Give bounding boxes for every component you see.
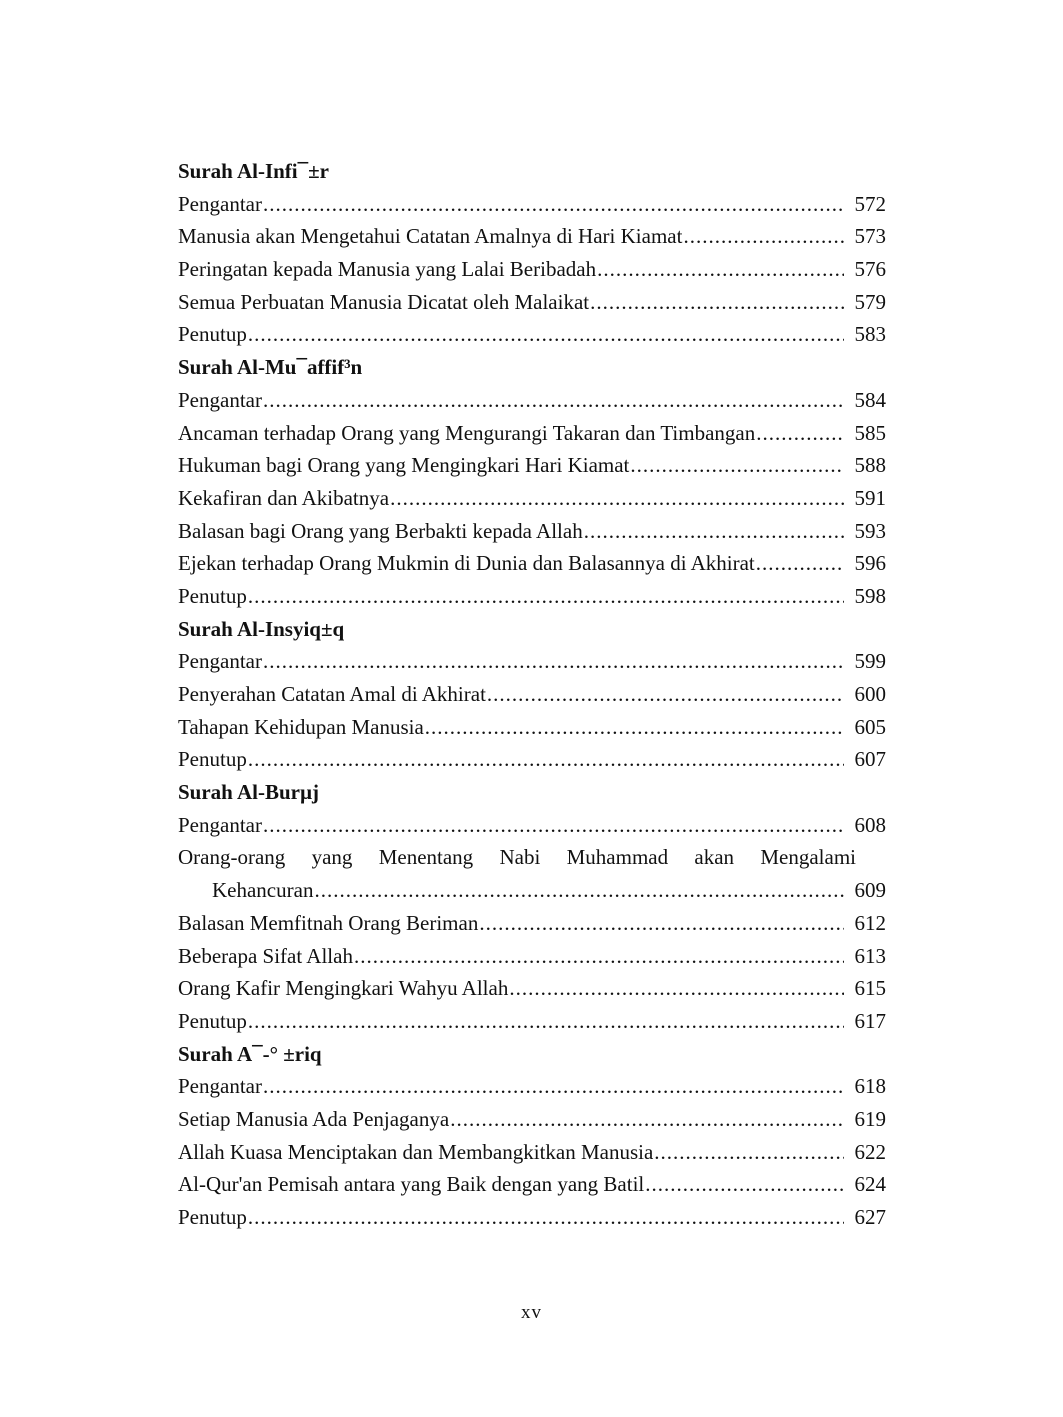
entry-label: Ejekan terhadap Orang Mukmin di Dunia dan Balasannya di Akhirat — [178, 551, 755, 576]
entry-label: Setiap Manusia Ada Penjaganya — [178, 1106, 450, 1131]
dot-leader — [425, 711, 844, 744]
toc-entry[interactable] — [178, 220, 886, 253]
toc-entry[interactable] — [178, 449, 886, 482]
toc-entry[interactable] — [178, 1201, 886, 1234]
dot-leader — [248, 743, 844, 776]
table-of-contents — [178, 155, 886, 1234]
entry-page-number: 593 — [854, 518, 886, 543]
toc-entry[interactable] — [178, 1168, 886, 1201]
dot-leader — [354, 940, 844, 973]
dot-leader — [683, 220, 844, 253]
entry-label: Pengantar — [178, 191, 262, 216]
dot-leader — [487, 678, 844, 711]
toc-entry[interactable] — [178, 384, 886, 417]
entry-label: Balasan bagi Orang yang Berbakti kepada Allah — [178, 518, 583, 543]
entry-label: Manusia akan Mengetahui Catatan Amalnya di Hari Kiamat — [178, 224, 683, 249]
entry-page-number: 579 — [854, 289, 886, 314]
toc-entry[interactable] — [178, 809, 886, 842]
entry-label: Kehancuran — [212, 878, 314, 903]
section-title: Surah Al-Insyiq±q — [178, 616, 345, 641]
dot-leader — [263, 645, 844, 678]
dot-leader — [263, 384, 844, 417]
entry-page-number: 618 — [854, 1074, 886, 1099]
entry-page-number: 627 — [854, 1205, 886, 1229]
dot-leader — [756, 417, 844, 450]
section-title: Surah Al-Mu¯affif³n — [178, 355, 363, 380]
dot-leader — [590, 286, 844, 319]
entry-label: Hukuman bagi Orang yang Mengingkari Hari Kiamat — [178, 453, 630, 478]
toc-entry[interactable] — [178, 972, 886, 1005]
entry-page-number: 624 — [854, 1172, 886, 1197]
entry-label: Penyerahan Catatan Amal di Akhirat — [178, 682, 486, 706]
entry-page-number: 583 — [854, 322, 886, 347]
entry-label: Ancaman terhadap Orang yang Mengurangi Takaran dan Timbangan — [178, 420, 756, 445]
section-title: Surah A¯-° ±riq — [178, 1041, 322, 1066]
dot-leader — [597, 253, 844, 286]
entry-label: Penutup — [178, 747, 247, 772]
entry-label: Pengantar — [178, 1074, 262, 1099]
dot-leader — [248, 1201, 844, 1234]
toc-entry[interactable] — [178, 482, 886, 515]
entry-label: Pengantar — [178, 812, 262, 837]
entry-label: Tahapan Kehidupan Manusia — [178, 714, 424, 739]
entry-label: Orang Kafir Mengingkari Wahyu Allah — [178, 976, 509, 1001]
entry-page-number: 613 — [854, 943, 886, 968]
entry-label: Penutup — [178, 1205, 247, 1229]
entry-label: Penutup — [178, 1008, 247, 1033]
dot-leader — [248, 580, 844, 613]
entry-page-number: 596 — [854, 551, 886, 576]
entry-page-number: 619 — [854, 1106, 886, 1131]
entry-page-number: 608 — [854, 812, 886, 837]
entry-page-number: 588 — [854, 453, 886, 478]
entry-label: Kekafiran dan Akibatnya — [178, 485, 390, 510]
toc-entry[interactable] — [178, 580, 886, 613]
dot-leader — [479, 907, 844, 940]
dot-leader — [263, 188, 844, 221]
dot-leader — [645, 1168, 844, 1201]
entry-page-number: 576 — [854, 257, 886, 282]
entry-page-number: 598 — [854, 583, 886, 608]
entry-label: Peringatan kepada Manusia yang Lalai Beribadah — [178, 257, 597, 282]
entry-page-number: 600 — [854, 682, 886, 706]
entry-page-number: 599 — [854, 649, 886, 674]
entry-label: Semua Perbuatan Manusia Dicatat oleh Malaikat — [178, 289, 590, 314]
dot-leader — [248, 318, 844, 351]
toc-entry[interactable] — [178, 1070, 886, 1103]
page-number-footer: xv — [521, 1302, 542, 1323]
entry-label: Beberapa Sifat Allah — [178, 943, 353, 968]
toc-entry[interactable] — [178, 711, 886, 744]
toc-entry[interactable] — [178, 743, 886, 776]
dot-leader — [654, 1136, 844, 1169]
entry-label: Pengantar — [178, 387, 262, 412]
dot-leader — [263, 809, 844, 842]
toc-entry[interactable] — [178, 645, 886, 678]
toc-entry[interactable] — [178, 1136, 886, 1169]
toc-entry[interactable] — [178, 188, 886, 221]
entry-page-number: 584 — [854, 387, 886, 412]
entry-page-number: 612 — [854, 910, 886, 935]
toc-entry[interactable] — [178, 1103, 886, 1136]
toc-entry[interactable] — [178, 678, 886, 711]
entry-page-number: 615 — [854, 976, 886, 1001]
entry-label: Al-Qur'an Pemisah antara yang Baik dengan yang Batil — [178, 1172, 645, 1197]
dot-leader — [450, 1103, 844, 1136]
entry-page-number: 573 — [854, 224, 886, 249]
toc-entry[interactable] — [178, 286, 886, 319]
dot-leader — [584, 515, 844, 548]
toc-entry[interactable] — [178, 253, 886, 286]
dot-leader — [263, 1070, 844, 1103]
dot-leader — [314, 874, 844, 907]
entry-label: Allah Kuasa Menciptakan dan Membangkitkan Manusia — [178, 1139, 654, 1164]
entry-page-number: 622 — [854, 1139, 886, 1164]
toc-entry[interactable] — [178, 940, 886, 973]
entry-label-first-line[interactable]: Orang-orang yang Menentang Nabi Muhammad akan Mengalami — [178, 845, 856, 870]
section-title: Surah Al-Burµj — [178, 780, 320, 805]
section-title: Surah Al-Infi¯±r — [178, 159, 329, 183]
entry-label: Penutup — [178, 322, 247, 347]
toc-entry[interactable] — [178, 907, 886, 940]
dot-leader — [390, 482, 844, 515]
entry-page-number: 607 — [854, 747, 886, 772]
dot-leader — [756, 547, 844, 580]
toc-entry[interactable] — [178, 417, 886, 450]
dot-leader — [248, 1005, 844, 1038]
entry-page-number: 605 — [854, 714, 886, 739]
entry-page-number: 585 — [854, 420, 886, 445]
dot-leader — [630, 449, 844, 482]
entry-page-number: 572 — [854, 191, 886, 216]
entry-page-number: 617 — [854, 1008, 886, 1033]
toc-entry[interactable] — [178, 547, 886, 580]
dot-leader — [509, 972, 844, 1005]
entry-page-number: 591 — [854, 485, 886, 510]
entry-label: Penutup — [178, 583, 247, 608]
entry-label: Pengantar — [178, 649, 262, 674]
toc-entry[interactable] — [178, 318, 886, 351]
entry-label: Balasan Memfitnah Orang Beriman — [178, 910, 479, 935]
toc-entry[interactable] — [178, 1005, 886, 1038]
toc-entry[interactable] — [178, 515, 886, 548]
toc-entry[interactable] — [178, 874, 886, 907]
entry-page-number: 609 — [854, 878, 886, 903]
